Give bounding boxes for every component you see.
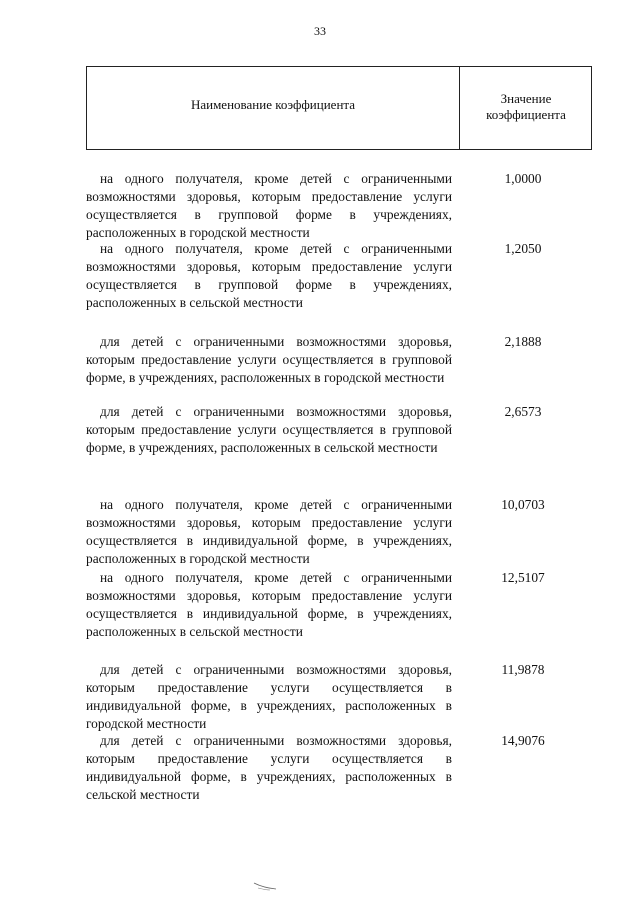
header-name-column: Наименование коэффициента (190, 97, 356, 112)
header-value-column: Значение коэффициента (486, 91, 566, 122)
row-coefficient: 2,1888 (504, 334, 542, 349)
row-description: для детей с ограниченными возможностями здоровья, которым предоставление услуги осуществляется в индивидуальной форме, в учреждениях, расположенных в городской местности (86, 662, 452, 731)
row-description: на одного получателя, кроме детей с ограниченными возможностями здоровья, которым предоставление услуги осуществляется в индивидуальной форме, в учреждениях, расположенных в сельской местности (86, 570, 452, 639)
row-description: для детей с ограниченными возможностями здоровья, которым предоставление услуги осуществляется в групповой форме, в учреждениях, расположенных в сельской местности (86, 404, 452, 455)
row-coefficient: 12,5107 (501, 570, 545, 585)
row-coefficient: 14,9076 (501, 733, 545, 748)
row-coefficient: 2,6573 (504, 404, 542, 419)
row-description: на одного получателя, кроме детей с ограниченными возможностями здоровья, которым предоставление услуги осуществляется в групповой форме в учреждениях, расположенных в сельской местности (86, 241, 452, 310)
row-coefficient: 10,0703 (501, 497, 545, 512)
scan-artifact-mark (252, 880, 280, 892)
page-number: 33 (314, 24, 326, 38)
row-coefficient: 1,0000 (504, 171, 542, 186)
table-header (86, 66, 592, 150)
row-description: на одного получателя, кроме детей с ограниченными возможностями здоровья, которым предоставление услуги осуществляется в групповой форме в учреждениях, расположенных в городской местности (86, 171, 452, 240)
row-coefficient: 11,9878 (501, 662, 545, 677)
row-description: для детей с ограниченными возможностями здоровья, которым предоставление услуги осуществляется в индивидуальной форме, в учреждениях, расположенных в сельской местности (86, 733, 452, 802)
row-description: на одного получателя, кроме детей с ограниченными возможностями здоровья, которым предоставление услуги осуществляется в индивидуальной форме, в учреждениях, расположенных в городской местности (86, 497, 452, 566)
row-description: для детей с ограниченными возможностями здоровья, которым предоставление услуги осуществляется в групповой форме, в учреждениях, расположенных в городской местности (86, 334, 452, 385)
row-coefficient: 1,2050 (504, 241, 542, 256)
